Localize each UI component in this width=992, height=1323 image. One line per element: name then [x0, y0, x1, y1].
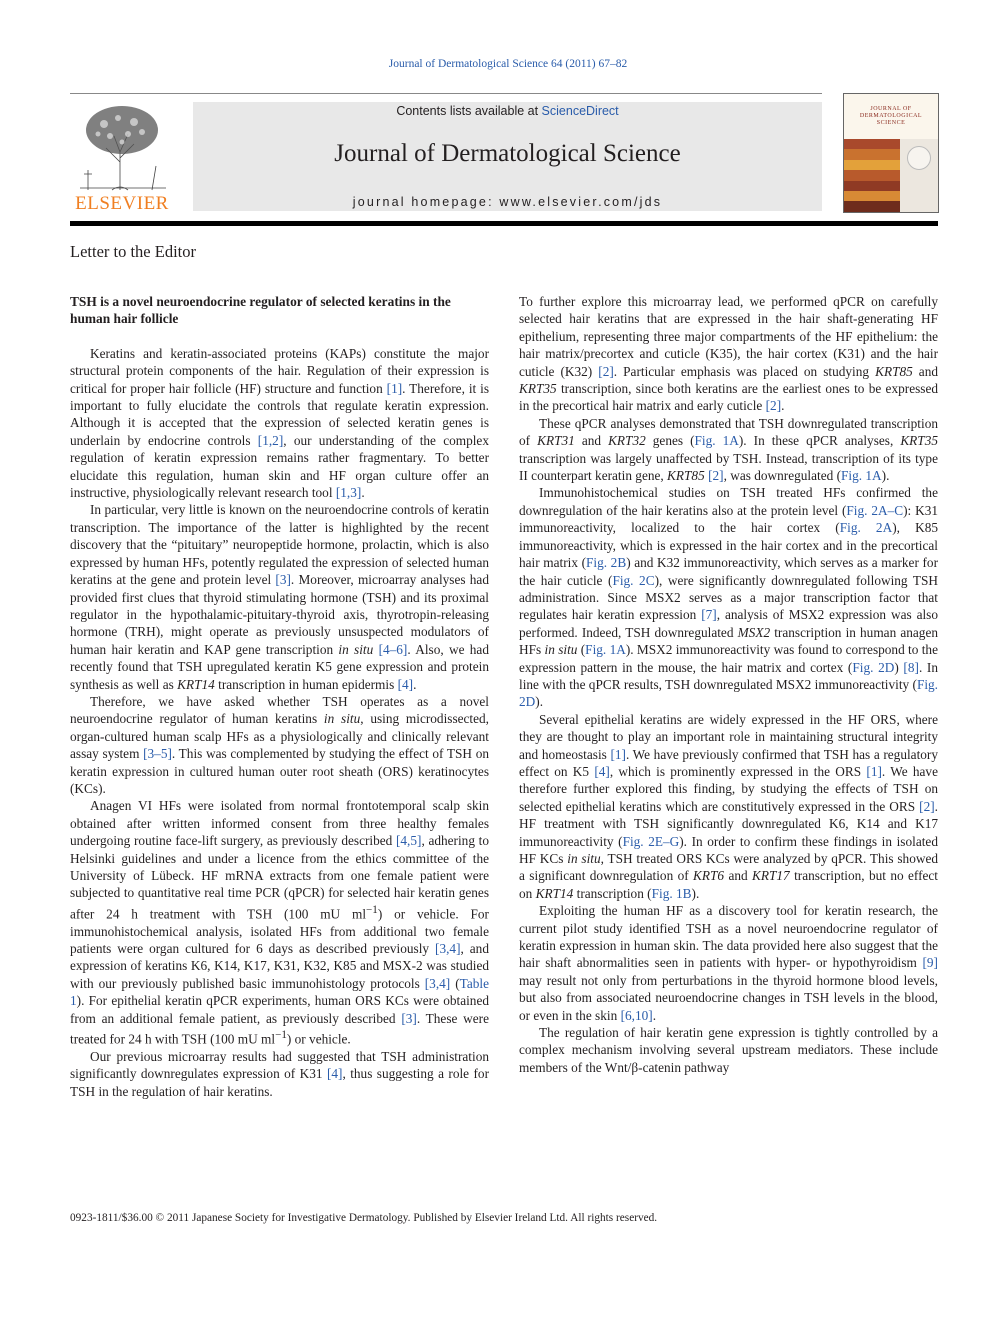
header-rule — [70, 221, 938, 226]
table-link[interactable]: Table 1 — [70, 975, 489, 1009]
journal-banner — [193, 102, 822, 211]
reference-link[interactable]: [3,4] — [424, 975, 451, 991]
figure-link[interactable]: Fig. 2E–G — [622, 833, 680, 849]
elsevier-wordmark: ELSEVIER — [75, 193, 169, 214]
section-label: Letter to the Editor — [70, 242, 196, 261]
elsevier-tree-icon — [70, 100, 174, 192]
paragraph: To further explore this microarray lead, we performed qPCR on carefully selected hair keratins that are expressed in the hair shaft-generating HF epithelium, representing three major compartments of the HF epithelium: the hair matrix/precortex and cuticle (K35), the hair cortex (K31) and the hair cuticle (K32) [2]. Particular emphasis was placed on studying KRT85 and KRT35 transcription, since both keratins are the earliest ones to be expressed in the precortical hair matrix and early cuticle [2]. — [519, 294, 939, 414]
cover-title-line: SCIENCE — [876, 120, 906, 126]
top-rule — [70, 93, 822, 94]
reference-link[interactable]: [2] — [708, 468, 724, 484]
reference-link[interactable]: [8] — [903, 659, 919, 675]
reference-link[interactable]: [2] — [919, 798, 935, 814]
reference-link[interactable]: [1] — [866, 763, 882, 779]
right-column — [519, 293, 938, 1076]
cover-color-stripes — [844, 139, 900, 212]
contents-line — [193, 104, 822, 118]
figure-link[interactable]: Fig. 2A–C — [846, 502, 904, 518]
reference-link[interactable]: [3,4] — [435, 941, 461, 957]
reference-link[interactable]: [1,2] — [257, 432, 284, 448]
copyright-footer: 0923-1811/$36.00 © 2011 Japanese Society for Investigative Dermatology. Published by Elsevier Ireland Ltd. All rights reserved. — [70, 1212, 658, 1224]
figure-link[interactable]: Fig. 2D — [519, 676, 938, 710]
reference-link[interactable]: [4,5] — [395, 833, 422, 849]
paragraph: The regulation of hair keratin gene expression is tightly controlled by a complex mechanism involving several upstream mediators. These include members of the Wnt/β-catenin pathway — [519, 1025, 938, 1075]
paragraph: Keratins and keratin-associated proteins (KAPs) constitute the major structural protein components of the hair. Regulation of their expression is critical for proper hair follicle (HF) structure and function [1]. Therefore, it is important to fully elucidate the controls that regulate keratin expression. Although it is accepted that the expression of selected keratin genes is underlain by endocrine controls [1,2], our understanding of the complex regulation of keratin expression remains rather fragmentary. To better elucidate this regulation, human skin and HF organ culture offer an instructive, physiologically relevant research tool [1,3]. — [70, 345, 489, 501]
cover-emblem — [907, 146, 931, 170]
reference-link[interactable]: [4] — [594, 763, 610, 779]
reference-link[interactable]: [6,10] — [620, 1007, 653, 1023]
contents-prefix: Contents lists available at — [396, 104, 542, 118]
sciencedirect-link[interactable]: ScienceDirect — [541, 104, 619, 118]
figure-link[interactable]: Fig. 2A — [839, 520, 893, 536]
journal-title: Journal of Dermatological Science — [334, 140, 681, 167]
paragraph: Anagen VI HFs were isolated from normal frontotemporal scalp skin obtained after written informed consent from three healthy females undergoing routine face-lift surgery, as previously described [4,5], adhering to Helsinki guidelines and under a licence from the ethics committee of the University of Lübeck. HF mRNA extracts from one female patient were subjected to quantitative real time PCR (qPCR) for selected hair keratin genes after 24 h treatment with TSH (100 mU $ml^{-1}$) or vehicle. For immunohistochemical analysis, isolated HFs from additional two female patients were organ cultured for 6 days as described previously [3,4], and expression of keratins K6, K14, K17, K31, K32, K85 and MSX-2 was studied with our previously published basic immunohistology protocols [3,4] (Table 1). For epithelial keratin qPCR experiments, human ORS KCs were obtained from an additional female patient, as previously described [3]. These were treated for 24 h with TSH (100 mU $ml^{-1}$) or vehicle. — [70, 798, 489, 1047]
figure-link[interactable]: Fig. 2B — [586, 555, 627, 571]
elsevier-logo[interactable] — [70, 100, 174, 212]
paragraph: Several epithelial keratins are widely expressed in the HF ORS, where they are thought to play an important role in maintaining structural integrity and homeostasis [1]. We have previously confirmed that TSH has a regulatory effect on K5 [4], which is prominently expressed in the ORS [1]. We have therefore further explored this finding, by studying the effects of TSH on selected epithelial keratins which are constitutively expressed in the ORS [2]. HF treatment with TSH significantly downregulated K6, K14 and K17 immunoreactivity (Fig. 2E–G). In order to confirm these findings in isolated HF KCs in situ, TSH treated ORS KCs were analyzed by qPCR. This showed a significant downregulation of KRT6 and KRT17 transcription, but no effect on KRT14 transcription (Fig. 1B). — [519, 711, 938, 901]
journal-cover-thumbnail[interactable] — [843, 93, 939, 213]
paragraph: Our previous microarray results had suggested that TSH administration significantly downregulates expression of K31 [4], thus suggesting a role for TSH in the regulation of hair keratins. — [70, 1048, 490, 1099]
paragraph: Exploiting the human HF as a discovery tool for keratin research, the current pilot study identified TSH as a novel neuroendocrine regulator of keratin expression in human skin. The data provided here also suggest that the hair shaft abnormalities seen in patients with hyper- or hypothyroidism [9] may result not only from perturbations in the thyroid hormone blood levels, but also from associated neuroendocrine changes in TSH levels in the blood, or even in the skin [6,10]. — [519, 903, 938, 1023]
article-title: TSH is a novel neuroendocrine regulator of selected keratins in the human hair follicle — [70, 294, 451, 327]
reference-link[interactable]: [3–5] — [143, 746, 172, 762]
figure-link[interactable]: Fig. 1A — [585, 642, 626, 658]
left-column — [70, 293, 489, 1100]
reference-link[interactable]: [3] — [401, 1010, 417, 1026]
reference-link[interactable]: [3] — [275, 572, 291, 588]
paragraph: Immunohistochemical studies on TSH treated HFs confirmed the downregulation of the hair keratins also at the protein level (Fig. 2A–C): K31 immunoreactivity, localized to the hair cortex (Fig. 2A), K85 immunoreactivity, which is expressed in the hair cortex and in the precortical hair matrix (Fig. 2B) and K32 immunoreactivity, which serves as a marker for the hair cuticle (Fig. 2C), were significantly downregulated following TSH administration. Since MSX2 serves as a major transcription factor that regulates hair keratin expression [7], analysis of MSX2 expression was also performed. Indeed, TSH downregulated MSX2 transcription in human anagen HFs in situ (Fig. 1A). MSX2 immunoreactivity was found to correspond to the expression pattern in the mouse, the hair matrix and cortex (Fig. 2D) [8]. In line with the qPCR results, TSH downregulated MSX2 immunoreactivity (Fig. 2D). — [519, 485, 939, 710]
reference-link[interactable]: [4] — [397, 676, 414, 692]
reference-link[interactable]: [9] — [922, 955, 938, 971]
reference-link[interactable]: [4] — [326, 1066, 343, 1082]
cover-title-line: JOURNAL OF — [870, 106, 912, 112]
journal-homepage[interactable]: journal homepage: www.elsevier.com/jds — [352, 195, 663, 209]
paragraph: Therefore, we have asked whether TSH operates as a novel neuroendocrine regulator of human keratins in situ, using microdissected, organ-cultured human scalp HFs as a physiologically and clinically relevant assay system [3–5]. This was complemented by studying the effect of TSH on keratin expression in cultured human outer root sheath (ORS) keratinocytes (KCs). — [70, 693, 489, 796]
reference-link[interactable]: [1] — [386, 380, 403, 396]
figure-link[interactable]: Fig. 2D — [852, 659, 895, 675]
journal-citation[interactable]: Journal of Dermatological Science 64 (2011) 67–82 — [388, 58, 628, 70]
cover-header — [844, 94, 938, 139]
figure-link[interactable]: Fig. 1A — [694, 433, 739, 449]
cover-title-line: DERMATOLOGICAL — [859, 113, 923, 119]
reference-link[interactable]: [7] — [701, 607, 717, 623]
reference-link[interactable]: [1,3] — [335, 485, 362, 501]
paragraph: In particular, very little is known on the neuroendocrine controls of keratin transcription. The importance of the latter is highlighted by the recent discovery that the “pituitary” neuropeptide hormone, prolactin, which is also expressed by human HFs, potently regulated the expression of selected human keratins at the gene and protein level [3]. Moreover, microarray analyses had provided first clues that thyroid stimulating hormone (TSH) and its proximal regulator in the hypothalamic-pituitary-thyroid axis, thyrotropin-releasing hormone (TRH), might operate as previously unsuspected modulators of human hair keratin and KAP gene transcription in situ [4–6]. Also, we had recently found that TSH upregulated keratin K5 gene expression and protein synthesis as well as KRT14 transcription in human epidermis [4]. — [70, 502, 489, 692]
reference-link[interactable]: [1] — [610, 746, 626, 762]
figure-link[interactable]: Fig. 2C — [612, 572, 655, 588]
reference-link[interactable]: [4–6] — [378, 641, 408, 657]
paragraph: These qPCR analyses demonstrated that TSH downregulated transcription of KRT31 and KRT32 genes (Fig. 1A). In these qPCR analyses, KRT35 transcription was largely unaffected by TSH. Instead, transcription of its type II counterpart keratin gene, KRT85 [2], was downregulated (Fig. 1A). — [519, 415, 938, 484]
figure-link[interactable]: Fig. 1B — [651, 885, 692, 901]
figure-link[interactable]: Fig. 1A — [841, 468, 882, 484]
cover-title — [844, 106, 938, 127]
reference-link[interactable]: [2] — [598, 363, 614, 379]
reference-link[interactable]: [2] — [765, 398, 782, 414]
